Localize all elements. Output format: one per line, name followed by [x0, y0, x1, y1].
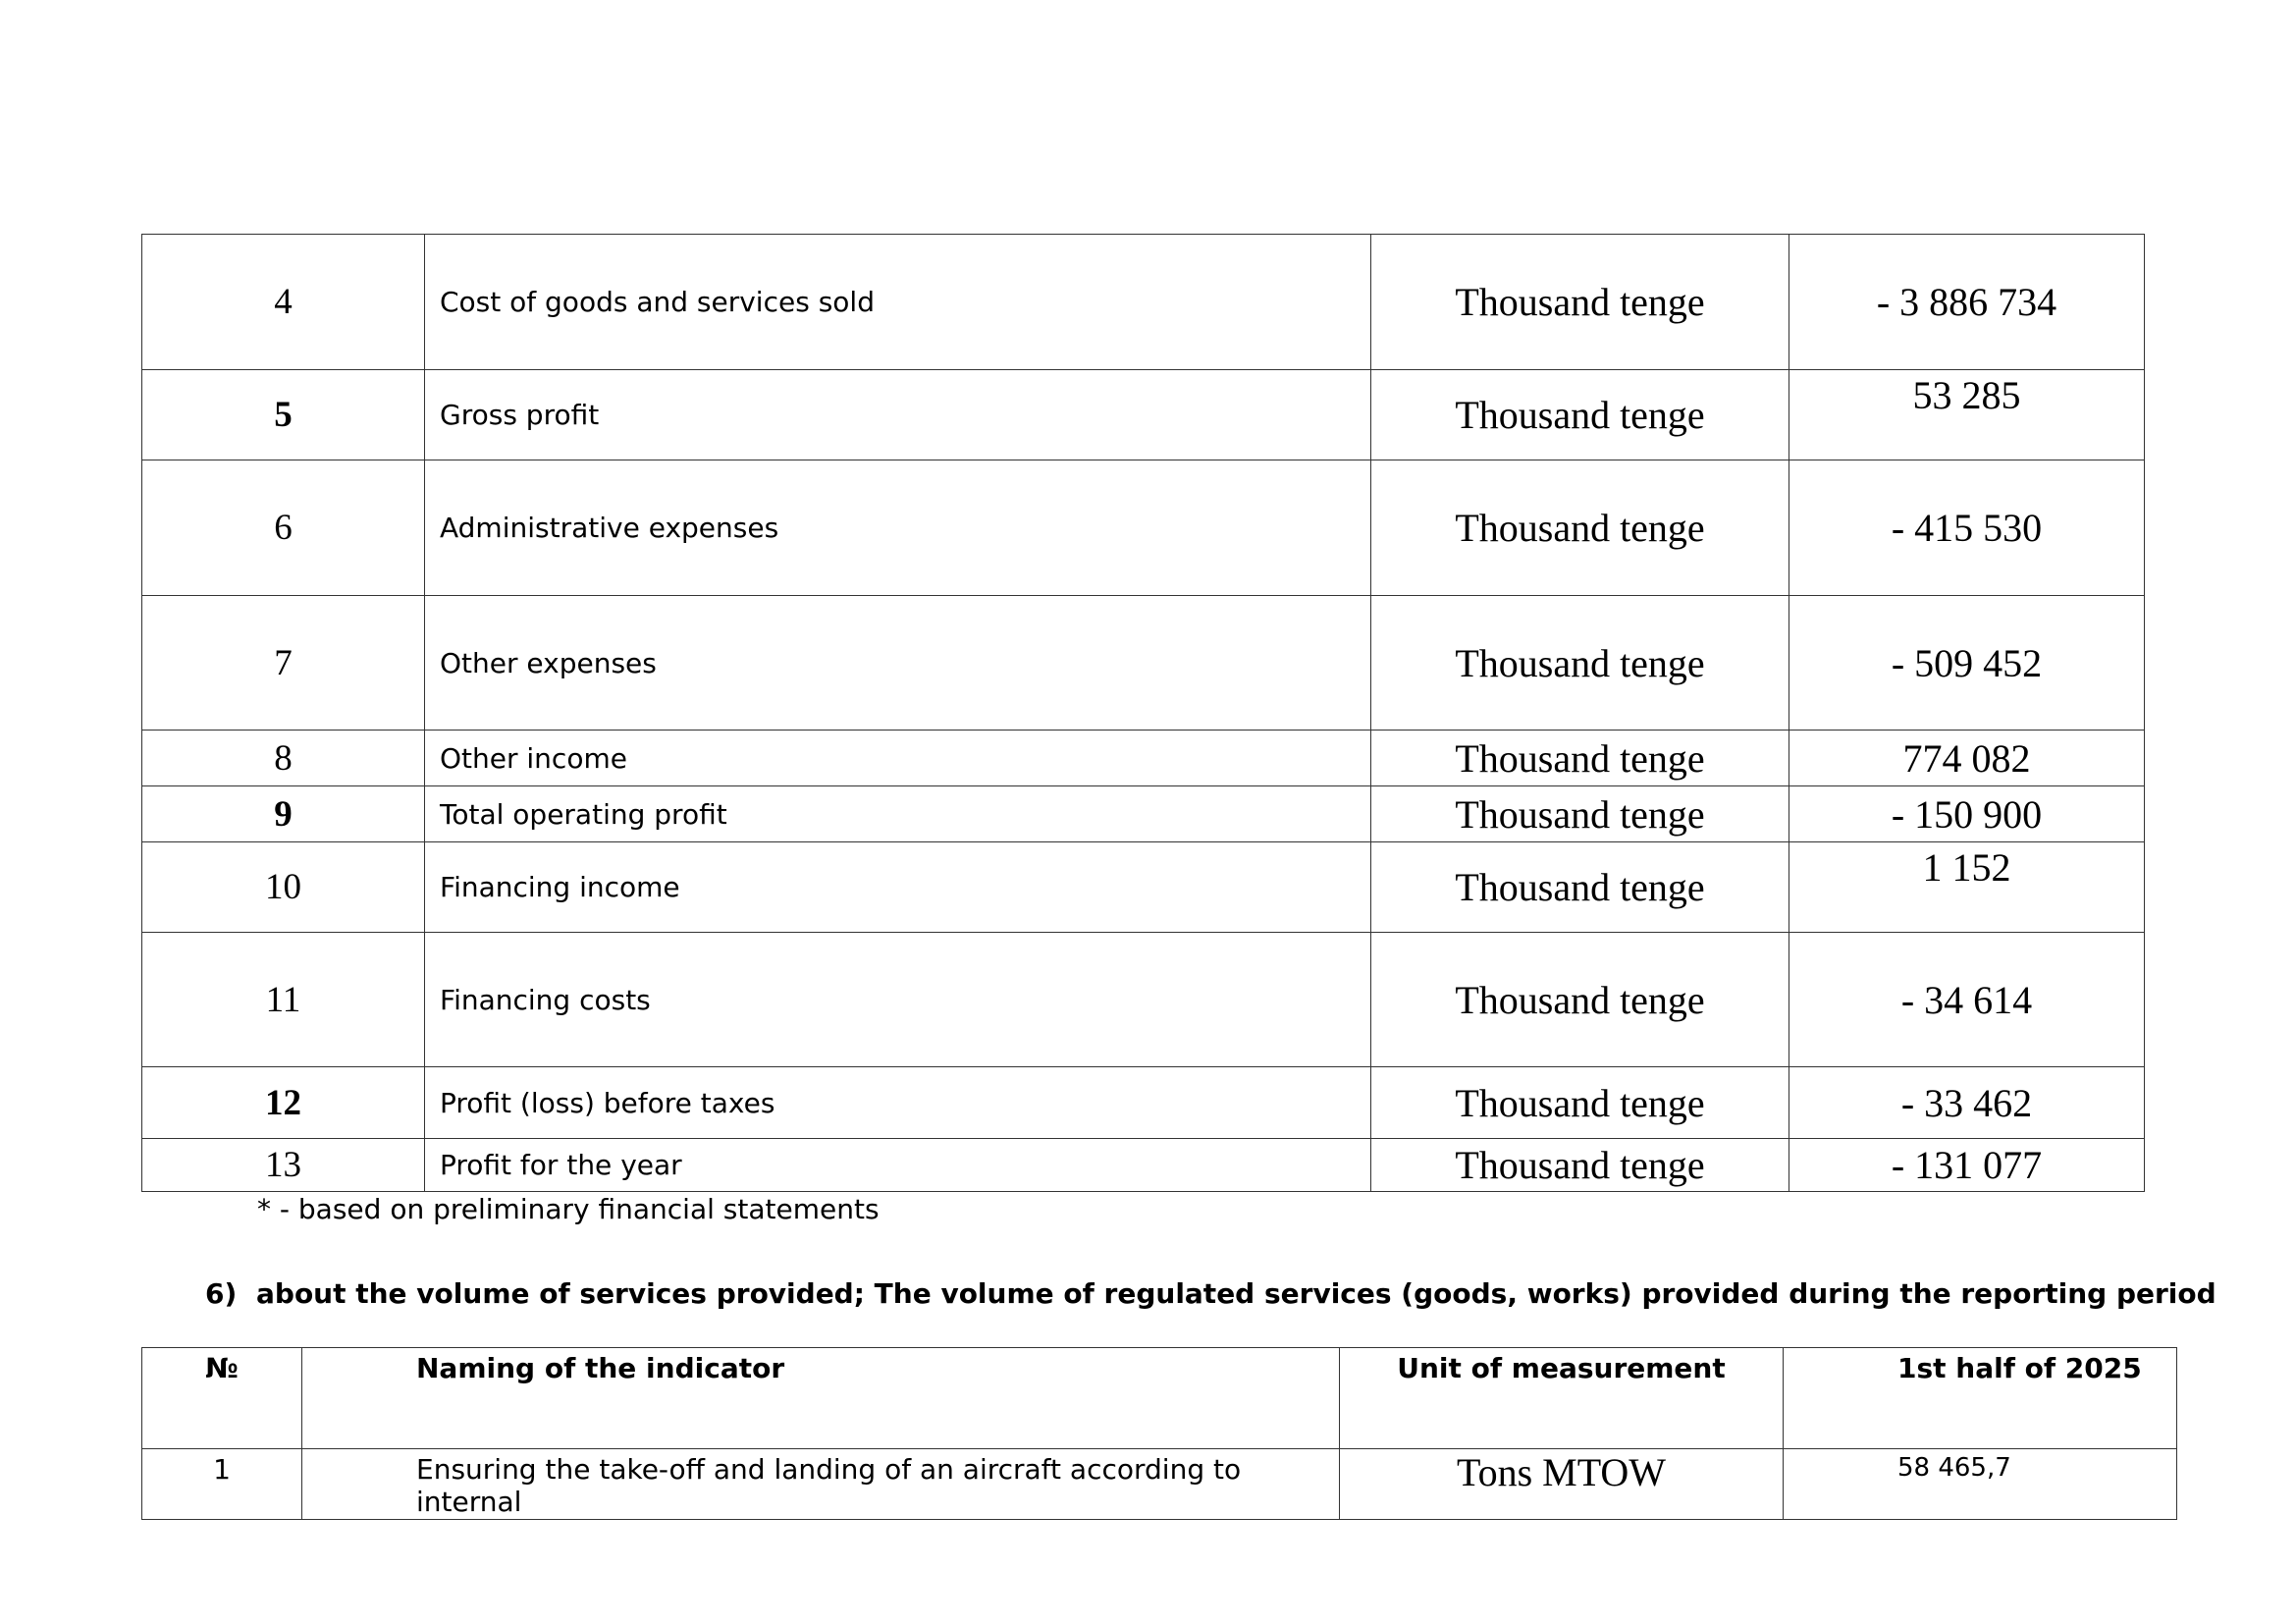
- row-number: 12: [142, 1067, 425, 1139]
- table-row: [142, 1067, 2145, 1139]
- table-row: [142, 786, 2145, 842]
- unit-cell: Thousand tenge: [1371, 933, 1789, 1067]
- indicator-name: Other income: [425, 731, 1371, 786]
- column-header-number: №: [142, 1348, 302, 1449]
- indicator-name: Other expenses: [425, 596, 1371, 731]
- column-header-period: 1st half of 2025: [1784, 1348, 2177, 1449]
- table-row: [142, 1449, 2177, 1520]
- table-row: [142, 1139, 2145, 1192]
- table-row: [142, 460, 2145, 596]
- table-row: [142, 370, 2145, 460]
- unit-cell: Thousand tenge: [1371, 786, 1789, 842]
- indicator-name: Cost of goods and services sold: [425, 235, 1371, 370]
- row-number: 6: [142, 460, 425, 596]
- value-cell: 58 465,7: [1784, 1449, 2177, 1520]
- value-cell: 53 285: [1789, 370, 2145, 460]
- table-row: [142, 842, 2145, 933]
- section-number: 6): [205, 1277, 238, 1310]
- row-number: 11: [142, 933, 425, 1067]
- row-number: 13: [142, 1139, 425, 1192]
- footnote: * - based on preliminary financial statements: [257, 1193, 880, 1225]
- row-number: 7: [142, 596, 425, 731]
- unit-cell: Thousand tenge: [1371, 370, 1789, 460]
- header-row: [142, 1348, 2177, 1449]
- value-cell: 774 082: [1789, 731, 2145, 786]
- unit-cell: Thousand tenge: [1371, 1139, 1789, 1192]
- indicator-name: Financing costs: [425, 933, 1371, 1067]
- table-row: [142, 731, 2145, 786]
- row-number: 8: [142, 731, 425, 786]
- table-row: [142, 235, 2145, 370]
- section-title: about the volume of services provided; The volume of regulated services (goods, works) provided during the reporting period: [256, 1277, 2216, 1310]
- unit-cell: Thousand tenge: [1371, 235, 1789, 370]
- table-row: [142, 933, 2145, 1067]
- value-cell: - 131 077: [1789, 1139, 2145, 1192]
- indicator-name: Administrative expenses: [425, 460, 1371, 596]
- table-row: [142, 596, 2145, 731]
- unit-cell: Thousand tenge: [1371, 1067, 1789, 1139]
- unit-cell: Thousand tenge: [1371, 460, 1789, 596]
- indicator-name: Gross profit: [425, 370, 1371, 460]
- value-cell: - 415 530: [1789, 460, 2145, 596]
- unit-cell: Tons MTOW: [1340, 1449, 1784, 1520]
- row-number: 5: [142, 370, 425, 460]
- value-cell: - 509 452: [1789, 596, 2145, 731]
- column-header-indicator: Naming of the indicator: [302, 1348, 1340, 1449]
- column-header-unit: Unit of measurement: [1340, 1348, 1784, 1449]
- unit-cell: Thousand tenge: [1371, 731, 1789, 786]
- indicator-name: Profit (loss) before taxes: [425, 1067, 1371, 1139]
- indicator-name: Total operating profit: [425, 786, 1371, 842]
- unit-cell: Thousand tenge: [1371, 842, 1789, 933]
- unit-cell: Thousand tenge: [1371, 596, 1789, 731]
- indicator-name: Ensuring the take-off and landing of an aircraft according to internal: [302, 1449, 1340, 1520]
- indicator-name: Financing income: [425, 842, 1371, 933]
- row-number: 4: [142, 235, 425, 370]
- row-number: 9: [142, 786, 425, 842]
- value-cell: - 34 614: [1789, 933, 2145, 1067]
- row-number: 10: [142, 842, 425, 933]
- financial-results-table: [141, 234, 2145, 1192]
- value-cell: - 33 462: [1789, 1067, 2145, 1139]
- section-heading: [205, 1277, 2216, 1310]
- value-cell: - 150 900: [1789, 786, 2145, 842]
- value-cell: 1 152: [1789, 842, 2145, 933]
- row-number: 1: [142, 1449, 302, 1520]
- services-volume-table: [141, 1347, 2177, 1520]
- indicator-name: Profit for the year: [425, 1139, 1371, 1192]
- value-cell: - 3 886 734: [1789, 235, 2145, 370]
